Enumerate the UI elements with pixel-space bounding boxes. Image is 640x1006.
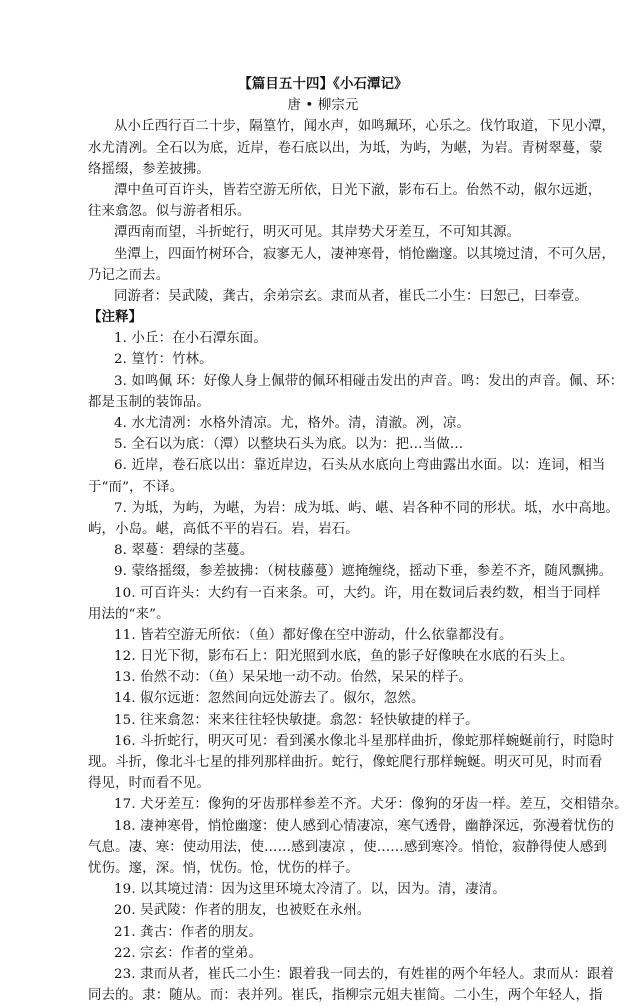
text-line: 12. 日光下彻，影布石上：阳光照到水底，鱼的影子好像映在水底的石头上。: [114, 649, 574, 665]
text-line: 用法的“来”。: [88, 606, 170, 622]
text-line: 得见，时而看不见。: [88, 776, 210, 792]
text-line: 络摇缀，参差披拂。: [88, 161, 210, 177]
text-line: 于“而”，不译。: [88, 479, 184, 495]
text-line: 6. 近岸，卷石底以出：靠近岸边，石头从水底向上弯曲露出水面。以：连词，相当: [114, 458, 606, 474]
document-title: 【篇目五十四】《小石潭记》: [238, 76, 408, 92]
text-line: 潭中鱼可百许头，皆若空游无所依，日光下澈，影布石上。佁然不动，俶尔远逝，: [114, 182, 602, 198]
text-line: 坐潭上，四面竹树环合，寂寥无人，凄神寒骨，悄怆幽邃。以其境过清，不可久居，: [114, 246, 616, 262]
text-line: 同去的。隶：随从。而：表并列。崔氏，指柳宗元姐夫崔简。二小生，两个年轻人，指: [88, 988, 603, 1004]
text-line: 从小丘西行百二十步，隔篁竹，闻水声，如鸣珮环，心乐之。伐竹取道，下见小潭，: [114, 119, 616, 135]
text-line: 都是玉制的装饰品。: [88, 394, 210, 410]
document-author: 唐 • 柳宗元: [287, 98, 359, 114]
text-line: 9. 蒙络摇缀，参差披拂：（树枝藤蔓）遮掩缠绕，摇动下垂，参差不齐，随风飘拂。: [114, 564, 613, 580]
text-line: 1. 小丘：在小石潭东面。: [114, 331, 267, 347]
document-body: [88, 116, 628, 1006]
text-line: 16. 斗折蛇行，明灭可见：看到溪水像北斗星那样曲折，像蛇那样蜿蜒前行，时隐时: [114, 733, 615, 749]
text-line: 8. 翠蔓：碧绿的茎蔓。: [114, 543, 254, 559]
text-line: 屿，小岛。嵁，高低不平的岩石。岩，岩石。: [88, 521, 359, 537]
text-line: 7. 为坻，为屿，为嵁，为岩：成为坻、屿、嵁、岩各种不同的形状。坻，水中高地。: [114, 500, 619, 516]
text-line: 21. 龚古：作者的朋友。: [114, 924, 263, 940]
text-line: 14. 俶尔远逝：忽然间向远处游去了。俶尔，忽然。: [114, 691, 425, 707]
text-line: 水尤清冽。全石以为底，近岸，卷石底以出，为坻，为屿，为嵁，为岩。青树翠蔓，蒙: [88, 140, 603, 156]
text-line: 15. 往来翕忽：来来往往轻快敏捷。翕忽：轻快敏捷的样子。: [114, 712, 479, 728]
text-line: 5. 全石以为底：（潭）以整块石头为底。以为：把…当做…: [114, 437, 464, 453]
text-line: 2. 篁竹：竹林。: [114, 352, 213, 368]
text-line: 往来翕忽。似与游者相乐。: [88, 204, 251, 220]
text-line: 潭西南而望，斗折蛇行，明灭可见。其岸势犬牙差互，不可知其源。: [114, 225, 521, 241]
text-line: 10. 可百许头：大约有一百来条。可，大约。许，用在数词后表约数，相当于同样: [114, 585, 601, 601]
text-line: 17. 犬牙差互：像狗的牙齿那样参差不齐。犬牙：像狗的牙齿一样。差互，交相错杂。: [114, 797, 628, 813]
text-line: 忧伤。邃，深。悄，忧伤。怆，忧伤的样子。: [88, 860, 359, 876]
text-line: 气息。凄、寒：使动用法，使……感到凄凉 ，使……感到寒冷。悄怆，寂静得使人感到: [88, 839, 607, 855]
text-line: 现。斗折，像北斗七星的排列那样曲折。蛇行，像蛇爬行那样蜿蜒。明灭可见，时而看: [88, 755, 603, 770]
notes-heading: 【注释】: [88, 309, 143, 326]
text-line: 23. 隶而从者，崔氏二小生：跟着我一同去的，有姓崔的两个年轻人。隶而从：跟着: [114, 966, 615, 982]
text-line: 4. 水尤清冽：水格外清凉。尤，格外。清，清澈。冽，凉。: [114, 416, 470, 431]
document-page: [88, 74, 628, 1006]
text-line: 同游者：吴武陵，龚古，余弟宗玄。隶而从者，崔氏二小生：曰恕己，曰奉壹。: [114, 288, 588, 304]
text-line: 13. 佁然不动：（鱼）呆呆地一动不动。佁然，呆呆的样子。: [114, 670, 472, 686]
text-line: 3. 如鸣佩 环：好像人身上佩带的佩环相碰击发出的声音。鸣：发出的声音。佩、环：: [114, 373, 624, 389]
text-line: 乃记之而去。: [88, 267, 170, 283]
text-line: 11. 皆若空游无所依：（鱼）都好像在空中游动，什么依靠都没有。: [114, 627, 513, 643]
text-line: 18. 凄神寒骨，悄怆幽邃：使人感到心情凄凉，寒气透骨，幽静深远，弥漫着忧伤的: [114, 818, 615, 834]
text-line: 19. 以其境过清：因为这里环境太冷清了。以，因为。清，凄清。: [114, 882, 506, 898]
text-line: 20. 吴武陵：作者的朋友，也被贬在永州。: [114, 903, 371, 919]
text-line: 22. 宗玄：作者的堂弟。: [114, 945, 263, 961]
